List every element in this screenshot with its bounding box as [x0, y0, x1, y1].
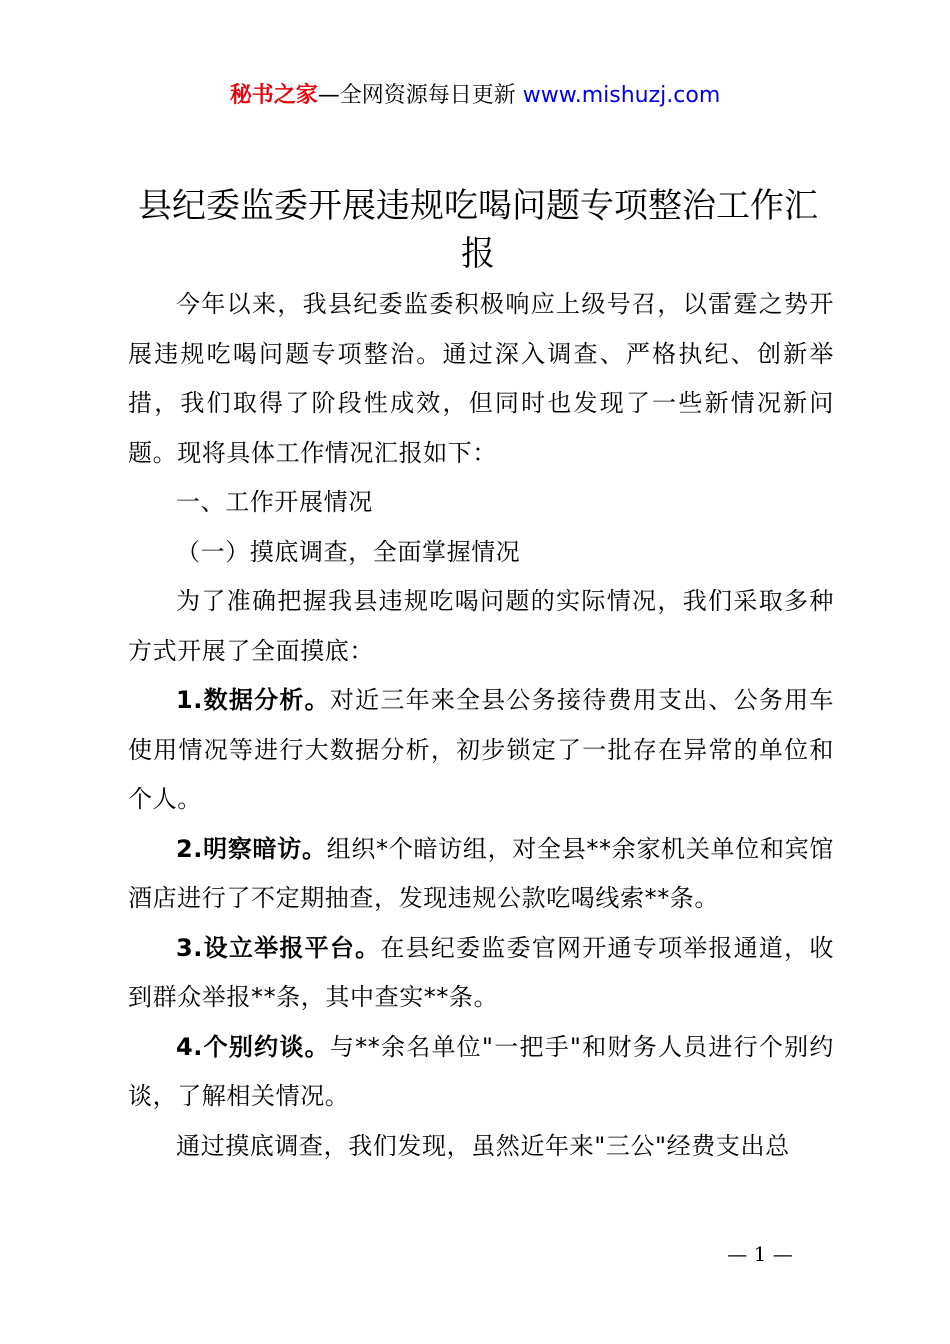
item-lead: 3.设立举报平台。	[176, 933, 381, 962]
header-slogan: —全网资源每日更新	[317, 83, 516, 108]
site-header	[0, 80, 950, 112]
item-text: 组织*个暗访组，对全县**余家机关单位和宾馆酒店进行了不定期抽查，发现违规公款吃喝线索**条。	[128, 834, 834, 912]
subsection-heading-1: （一）摸底调查，全面掌握情况	[176, 537, 521, 566]
item-text: 与**余名单位"一把手"和财务人员进行个别约谈，了解相关情况。	[128, 1032, 834, 1110]
item-text: 对近三年来全县公务接待费用支出、公务用车使用情况等进行大数据分析，初步锁定了一批存在异常的单位和个人。	[128, 686, 834, 813]
site-url-link[interactable]: www.mishuzj.com	[522, 83, 721, 108]
document-body	[128, 280, 834, 1171]
list-item	[128, 825, 834, 924]
list-item	[128, 1023, 834, 1122]
item-text: 在县纪委监委官网开通专项举报通道，收到群众举报**条，其中查实**条。	[128, 933, 834, 1011]
list-item	[128, 676, 834, 825]
list-item	[128, 924, 834, 1023]
intro-paragraph: 今年以来，我县纪委监委积极响应上级号召，以雷霆之势开展违规吃喝问题专项整治。通过深入调查、严格执纪、创新举措，我们取得了阶段性成效，但同时也发现了一些新情况新问题。现将具体工作情况汇报如下：	[128, 290, 834, 467]
methods-paragraph: 为了准确把握我县违规吃喝问题的实际情况，我们采取多种方式开展了全面摸底：	[128, 587, 834, 665]
document-title: 县纪委监委开展违规吃喝问题专项整治工作汇报	[138, 186, 818, 274]
page-number: — 1 —	[727, 1242, 793, 1266]
item-lead: 4.个别约谈。	[176, 1032, 330, 1061]
section-heading-1: 一、工作开展情况	[176, 488, 373, 516]
item-lead: 1.数据分析。	[176, 686, 330, 714]
brand-name: 秘书之家	[229, 83, 318, 108]
item-lead: 2.明察暗访。	[176, 834, 327, 863]
findings-paragraph: 通过摸底调查，我们发现，虽然近年来"三公"经费支出总	[176, 1131, 790, 1160]
